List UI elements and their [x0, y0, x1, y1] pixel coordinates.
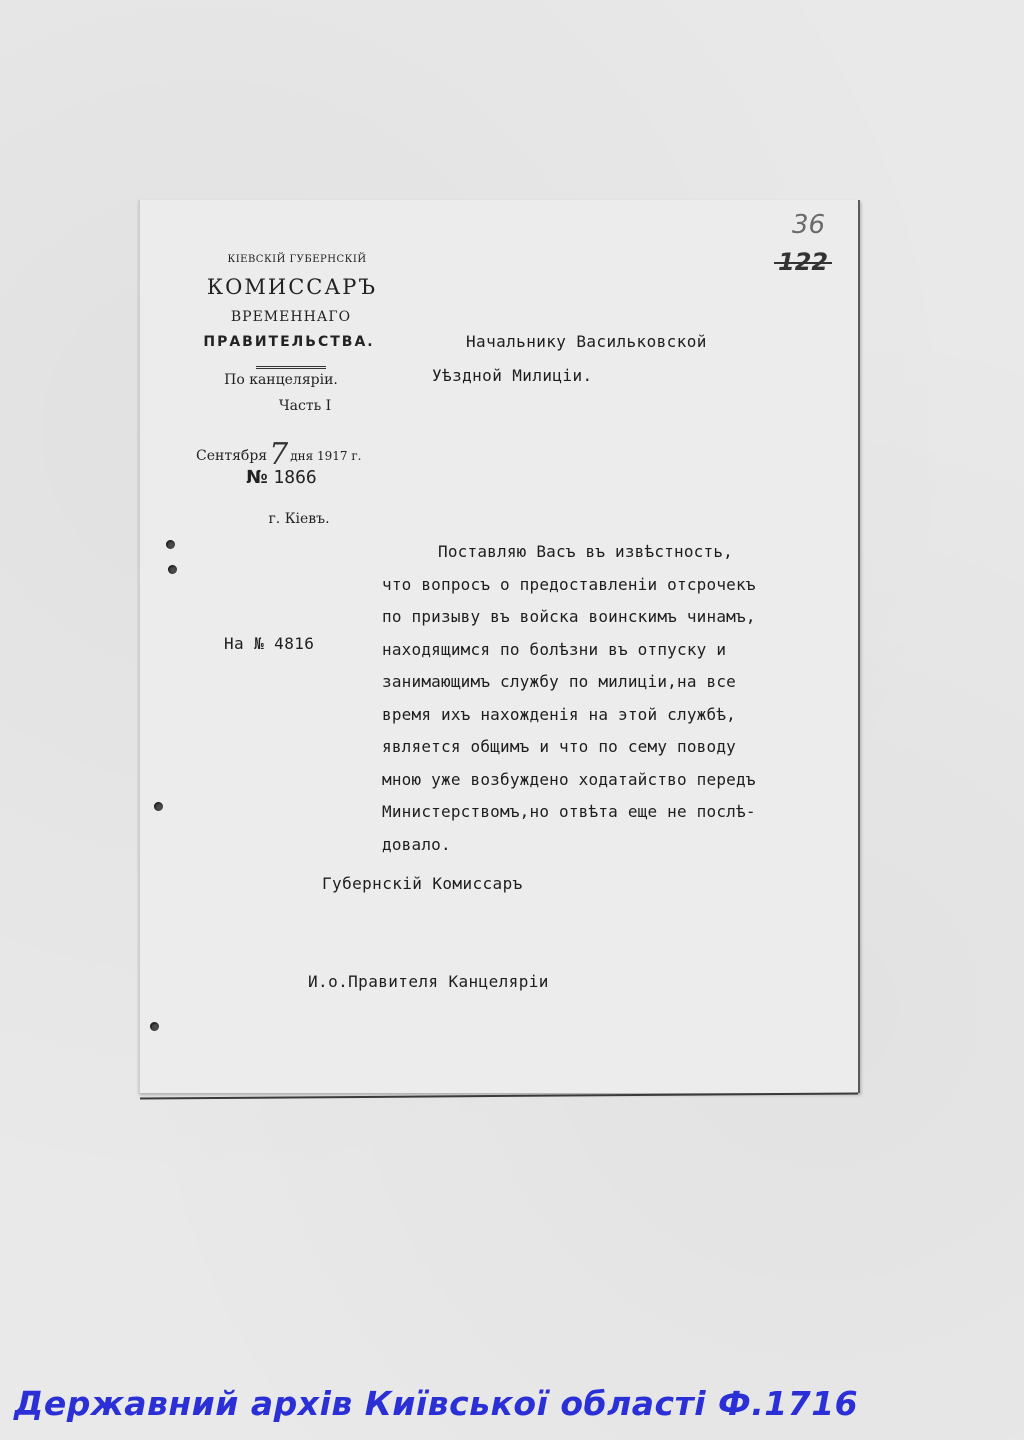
- pencil-page-number: 36: [792, 210, 826, 240]
- body-line: является общимъ и что по сему поводу: [382, 737, 736, 756]
- sheet-bottom-edge: [140, 1084, 858, 1099]
- signature-chancellery: И.о.Правителя Канцеляріи: [308, 972, 549, 991]
- addressee-line-2: Уѣздной Милиціи.: [432, 366, 593, 385]
- body-line: Министерствомъ,но отвѣта еще не послѣ-: [382, 802, 756, 821]
- date-suffix: дня 1917 г.: [290, 449, 362, 463]
- body-line: Поставляю Васъ въ извѣстность,: [438, 542, 733, 561]
- letterhead-divider: [256, 366, 326, 369]
- body-line: находящимся по болѣзни въ отпуску и: [382, 639, 727, 659]
- letterhead-government: ПРАВИТЕЛЬСТВА.: [203, 334, 375, 350]
- reference-number: На № 4816: [224, 634, 315, 653]
- letterhead-subtitle: ВРЕМЕННАГО: [230, 309, 352, 325]
- archive-caption: Державний архів Київської області Ф.1716: [14, 1384, 859, 1423]
- body-line: по призыву въ войска воинскимъ чинамъ,: [382, 607, 756, 626]
- date-month: Сентября: [196, 448, 268, 464]
- signature-commissar: Губернскій Комиссаръ: [322, 874, 523, 893]
- letterhead-title: КОМИССАРЪ: [206, 275, 378, 299]
- body-line: что вопросъ о предоставленіи отсрочекъ: [382, 574, 756, 594]
- binding-hole: [150, 1022, 159, 1031]
- letterhead-date: [196, 437, 406, 472]
- body-line: довало.: [382, 834, 451, 854]
- pencil-crossed-number: 122: [778, 248, 829, 276]
- addressee-line-1: Начальнику Васильковской: [466, 332, 707, 351]
- letterhead-number: [246, 469, 356, 487]
- letterhead-city: г. Кіевъ.: [268, 511, 330, 527]
- binding-hole: [168, 565, 177, 574]
- binding-hole: [154, 802, 163, 811]
- letter-body: [382, 536, 852, 861]
- binding-hole: [166, 540, 175, 549]
- body-line: время ихъ нахожденія на этой службѣ,: [382, 704, 736, 724]
- number-value: 1866: [273, 467, 317, 488]
- date-day: 7: [269, 437, 289, 472]
- body-line: мною уже возбуждено ходатайство передъ: [382, 769, 756, 789]
- letterhead-office: По канцеляріи.: [224, 372, 338, 388]
- body-line: занимающимъ службу по милиціи,на все: [382, 672, 736, 691]
- letterhead-region: КІЕВСКІЙ ГУБЕРНСКІЙ: [227, 254, 367, 265]
- letterhead-part: Часть I: [278, 398, 332, 414]
- number-label: №: [246, 467, 268, 488]
